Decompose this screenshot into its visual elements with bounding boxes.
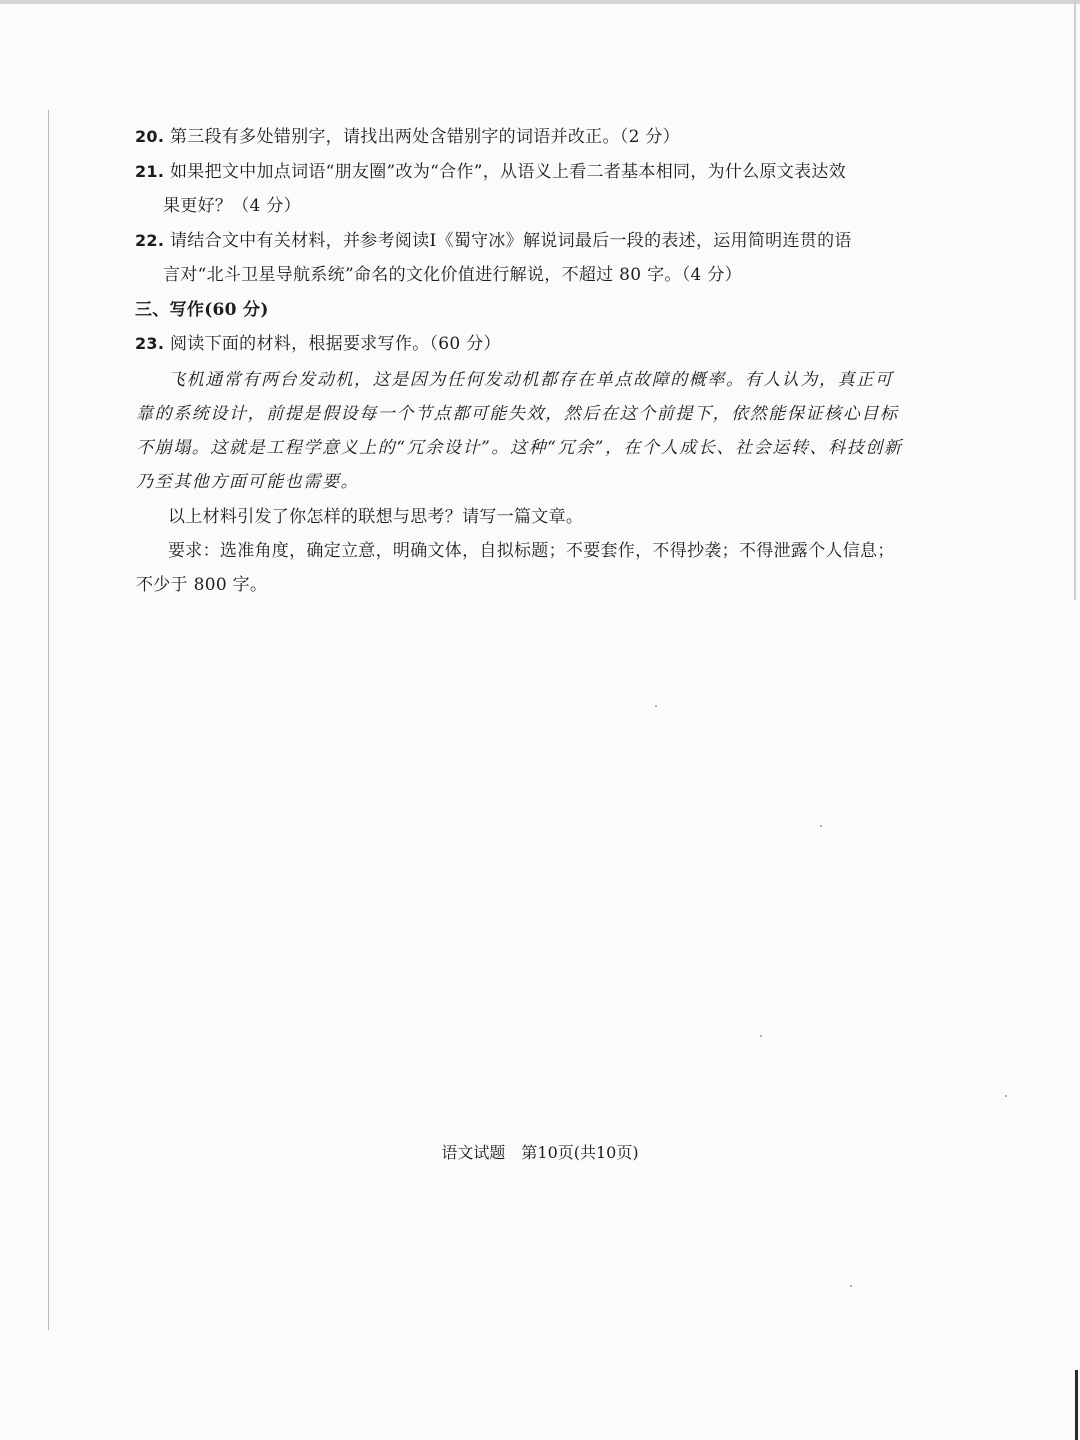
question-22-continuation: 言对“北斗卫星导航系统”命名的文化价值进行解说，不超过 80 字。（4 分） [163,265,742,285]
question-23-number: 23. [135,334,165,353]
scan-top-edge [0,0,1080,4]
scan-speck [760,1035,762,1037]
question-23-requirement-line2: 不少于 800 字。 [136,575,268,595]
question-20 [135,125,680,149]
scan-right-edge [1074,0,1076,600]
question-23-instruction: 以上材料引发了你怎样的联想与思考？请写一篇文章。 [168,507,584,527]
scan-speck [1005,1095,1007,1097]
scan-speck [850,1285,852,1287]
question-21 [135,160,846,184]
material-line-1: 飞机通常有两台发动机，这是因为任何发动机都存在单点故障的概率。有人认为，真正可 [168,370,894,390]
page-footer: 语文试题 第10页(共10页) [441,1143,639,1162]
question-22-line1: 请结合文中有关材料，并参考阅读Ⅰ《蜀守冰》解说词最后一段的表述，运用简明连贯的语 [169,231,852,251]
question-23 [135,332,501,356]
material-line-4: 乃至其他方面可能也需要。 [136,472,360,492]
question-23-prompt: 阅读下面的材料，根据要求写作。（60 分） [169,334,501,354]
question-21-number: 21. [135,162,165,181]
question-22 [135,229,852,253]
question-21-line1: 如果把文中加点词语“朋友圈”改为“合作”，从语义上看二者基本相同，为什么原文表达效 [169,162,847,182]
question-23-requirement-line1: 要求：选准角度，确定立意，明确文体，自拟标题；不要套作，不得抄袭；不得泄露个人信息； [168,541,895,561]
section-3-title: 三、写作(60 分) [135,300,269,320]
material-line-3: 不崩塌。这就是工程学意义上的“冗余设计”。这种“冗余”，在个人成长、社会运转、科技创新 [136,438,903,458]
question-20-number: 20. [135,127,165,146]
question-22-number: 22. [135,231,165,250]
material-line-2: 靠的系统设计，前提是假设每一个节点都可能失效，然后在这个前提下，依然能保证核心目标 [136,404,899,424]
scan-speck [820,825,822,827]
scan-right-edge-dark [1075,1370,1078,1440]
question-21-continuation: 果更好？（4 分） [163,196,301,216]
question-20-text: 第三段有多处错别字，请找出两处含错别字的词语并改正。（2 分） [169,127,680,147]
scan-speck [655,705,657,707]
